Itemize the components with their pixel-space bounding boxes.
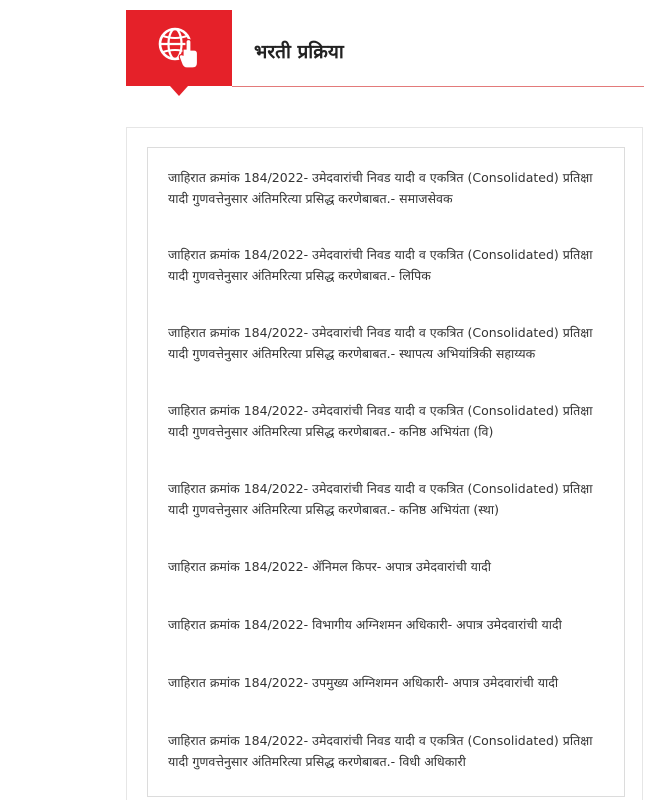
globe-hand-icon [154,23,204,73]
section-title: भरती प्रक्रिया [254,41,344,63]
section-header [126,10,644,90]
list-item[interactable]: जाहिरात क्रमांक 184/2022- ॲनिमल किपर- अपात्र उमेदवारांची यादी [168,559,492,574]
list-item[interactable]: जाहिरात क्रमांक 184/2022- उमेदवारांची निवड यादी व एकत्रित (Consolidated) प्रतिक्षा यादी गुणवत्तेनुसार अंतिमरित्या प्रसिद्ध करणेबाबत.- समाजसेवक [168,170,593,206]
list-item[interactable]: जाहिरात क्रमांक 184/2022- उमेदवारांची निवड यादी व एकत्रित (Consolidated) प्रतिक्षा यादी गुणवत्तेनुसार अंतिमरित्या प्रसिद्ध करणेबाबत.- स्थापत्य अभियांत्रिकी सहाय्यक [168,325,593,361]
header-icon-box [126,10,232,86]
list-item[interactable]: जाहिरात क्रमांक 184/2022- उमेदवारांची निवड यादी व एकत्रित (Consolidated) प्रतिक्षा यादी गुणवत्तेनुसार अंतिमरित्या प्रसिद्ध करणेबाबत.- कनिष्ठ अभियंता (स्था) [168,481,593,517]
list-item[interactable]: जाहिरात क्रमांक 184/2022- उमेदवारांची निवड यादी व एकत्रित (Consolidated) प्रतिक्षा यादी गुणवत्तेनुसार अंतिमरित्या प्रसिद्ध करणेबाबत.- विधी अधिकारी [168,733,593,769]
list-item[interactable]: जाहिरात क्रमांक 184/2022- विभागीय अग्निशमन अधिकारी- अपात्र उमेदवारांची यादी [168,617,562,632]
list-item[interactable]: जाहिरात क्रमांक 184/2022- उमेदवारांची निवड यादी व एकत्रित (Consolidated) प्रतिक्षा यादी गुणवत्तेनुसार अंतिमरित्या प्रसिद्ध करणेबाबत.- लिपिक [168,247,593,283]
header-divider [232,86,644,87]
list-item[interactable]: जाहिरात क्रमांक 184/2022- उमेदवारांची निवड यादी व एकत्रित (Consolidated) प्रतिक्षा यादी गुणवत्तेनुसार अंतिमरित्या प्रसिद्ध करणेबाबत.- कनिष्ठ अभियंता (वि) [168,403,593,439]
notices-card [126,127,643,800]
list-item[interactable]: जाहिरात क्रमांक 184/2022- उपमुख्य अग्निशमन अधिकारी- अपात्र उमेदवारांची यादी [168,675,559,690]
notices-list [147,147,625,797]
